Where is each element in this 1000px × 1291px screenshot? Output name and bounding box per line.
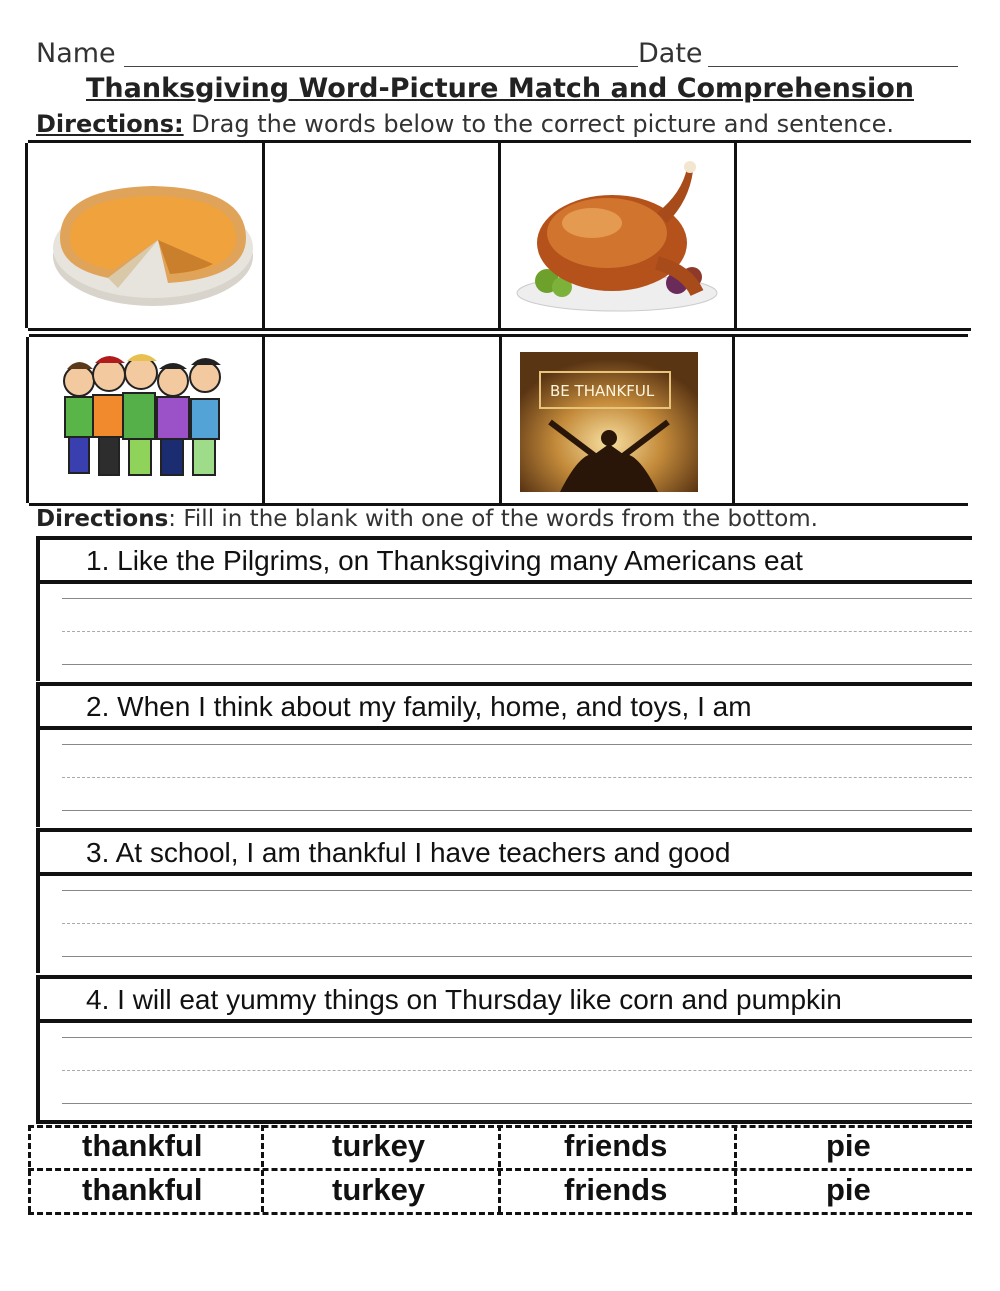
word-bank-border <box>28 1125 31 1212</box>
sentence-3 <box>36 828 972 973</box>
sentence-text: When I think about my family, home, and toys, I am <box>117 691 752 722</box>
sentence-text: At school, I am thankful I have teachers and good <box>115 837 731 868</box>
picture-cell-thankful <box>499 337 735 503</box>
sentence-prompt <box>36 975 972 1023</box>
sentence-2 <box>36 682 972 827</box>
writing-line <box>62 744 972 745</box>
writing-line <box>62 890 972 891</box>
word-bank-border <box>498 1125 501 1212</box>
date-label: Date <box>638 38 703 69</box>
directions-label-2: Directions <box>36 506 169 532</box>
word-bank-border <box>28 1212 972 1215</box>
be-thankful-text: BE THANKFUL <box>550 382 655 400</box>
word-tile-thankful[interactable]: thankful <box>82 1172 203 1207</box>
writing-line <box>62 956 972 957</box>
name-label: Name <box>36 38 116 69</box>
answer-area-2[interactable] <box>36 730 972 827</box>
date-line[interactable] <box>708 66 958 67</box>
directions-fill <box>36 506 818 532</box>
word-tile-friends[interactable]: friends <box>564 1172 668 1207</box>
sentence-text: I will eat yummy things on Thursday like corn and pumpkin <box>117 984 842 1015</box>
word-tile-turkey[interactable]: turkey <box>332 1172 426 1207</box>
directions-text: Drag the words below to the correct picture and sentence. <box>183 110 895 138</box>
picture-drop-zone-4[interactable] <box>732 337 968 503</box>
word-bank-border <box>261 1125 264 1212</box>
directions-drag <box>36 110 894 138</box>
picture-cell-pie <box>25 143 262 328</box>
sentence-4 <box>36 975 972 1120</box>
sentence-number: 4. <box>86 984 110 1015</box>
word-tile-thankful[interactable]: thankful <box>82 1128 203 1163</box>
word-bank-border <box>734 1125 737 1212</box>
writing-line <box>62 810 972 811</box>
sentence-number: 1. <box>86 545 110 576</box>
page-title: Thanksgiving Word-Picture Match and Comprehension <box>85 73 914 104</box>
pumpkin-pie-image <box>48 148 258 323</box>
roast-turkey-image <box>507 153 727 323</box>
writing-line <box>62 1103 972 1104</box>
writing-line <box>62 598 972 599</box>
answer-area-3[interactable] <box>36 876 972 973</box>
writing-line-dashed <box>62 631 972 632</box>
writing-line-dashed <box>62 1070 972 1071</box>
sentence-text: Like the Pilgrims, on Thanksgiving many Americans eat <box>117 545 803 576</box>
name-line[interactable] <box>124 66 638 67</box>
word-bank <box>28 1125 972 1215</box>
friends-group-image <box>47 347 257 487</box>
picture-drop-zone-1[interactable] <box>262 143 501 328</box>
writing-line-dashed <box>62 777 972 778</box>
word-tile-friends[interactable]: friends <box>564 1128 668 1163</box>
picture-row-1 <box>28 140 971 331</box>
picture-drop-zone-3[interactable] <box>262 337 502 503</box>
sentence-1 <box>36 536 972 681</box>
picture-cell-turkey <box>498 143 737 328</box>
picture-row-2 <box>29 334 968 506</box>
writing-line <box>62 1037 972 1038</box>
sentence-prompt <box>36 682 972 730</box>
directions-label: Directions: <box>36 110 184 138</box>
picture-drop-zone-2[interactable] <box>734 143 974 328</box>
writing-line <box>62 664 972 665</box>
word-tile-pie[interactable]: pie <box>826 1172 871 1207</box>
sentence-prompt <box>36 536 972 584</box>
sentence-number: 3. <box>86 837 110 868</box>
directions-text-2: : Fill in the blank with one of the words from the bottom. <box>168 506 818 532</box>
sentence-prompt <box>36 828 972 876</box>
sentence-number: 2. <box>86 691 110 722</box>
word-tile-pie[interactable]: pie <box>826 1128 871 1163</box>
picture-cell-friends <box>26 337 265 503</box>
answer-area-4[interactable] <box>36 1023 972 1124</box>
be-thankful-image <box>520 352 698 492</box>
word-tile-turkey[interactable]: turkey <box>332 1128 426 1163</box>
answer-area-1[interactable] <box>36 584 972 681</box>
writing-line-dashed <box>62 923 972 924</box>
